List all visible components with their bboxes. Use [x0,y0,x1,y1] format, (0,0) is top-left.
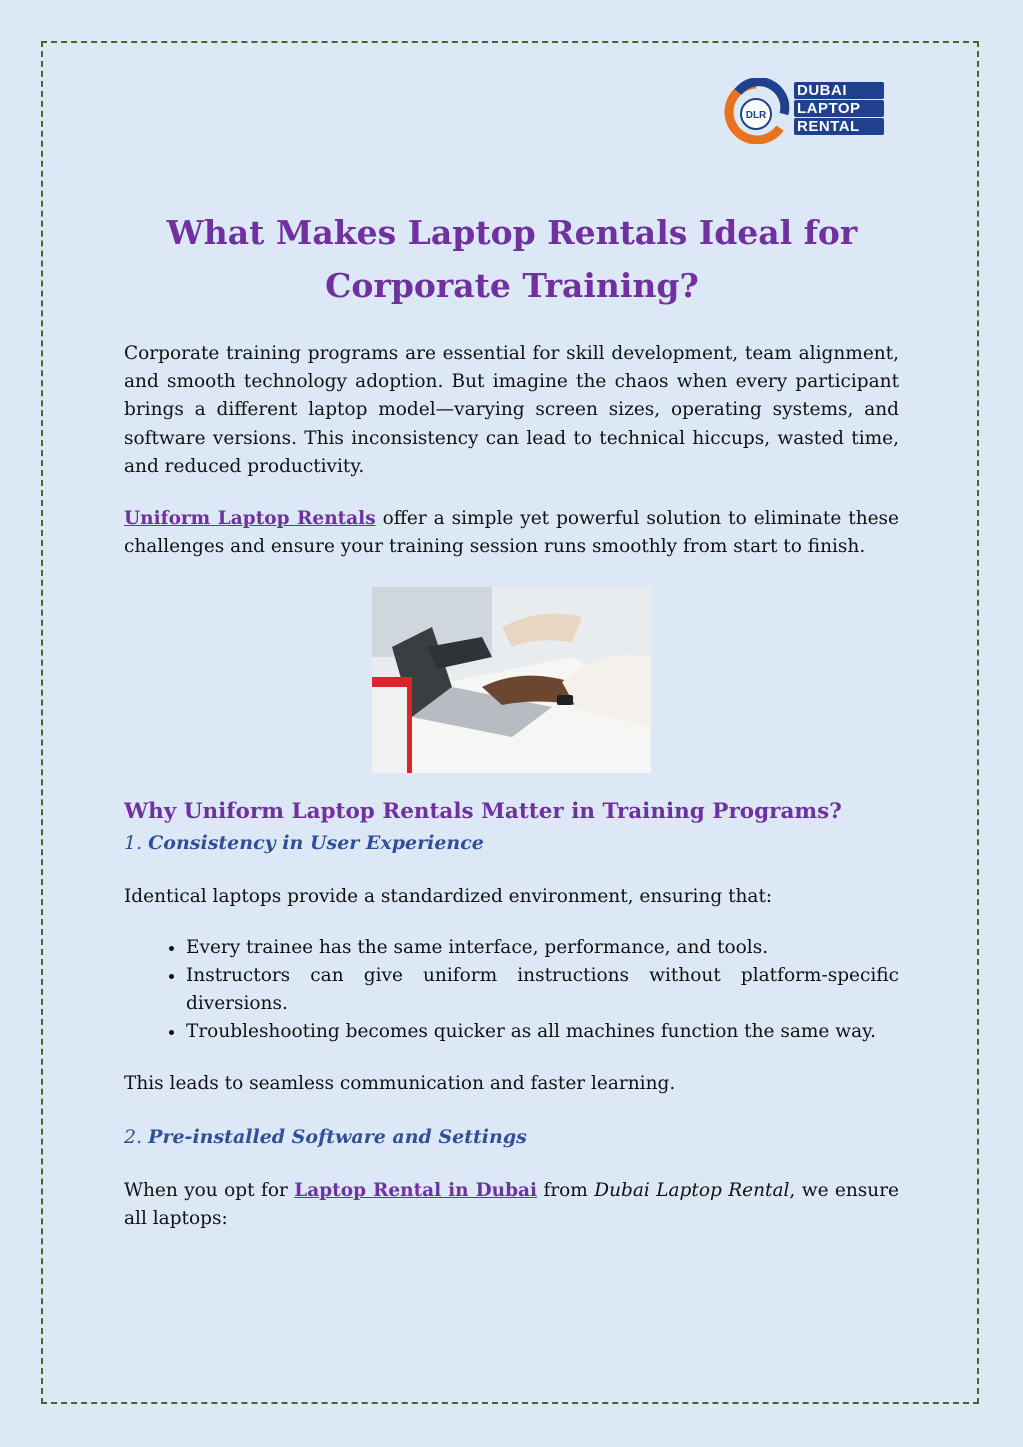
dubai-rental-text-middle: from [537,1179,595,1201]
list-item: • Every trainee has the same interface, performance, and tools. [186,934,899,962]
dubai-rental-text-before: When you opt for [124,1179,295,1201]
logo-initials: DLR [745,110,767,121]
logo-line-2: LAPTOP [794,100,884,117]
consistency-outro: This leads to seamless communication and faster learning. [124,1073,676,1095]
brand-name: Dubai Laptop Rental [594,1179,790,1201]
logo-mark-icon [718,78,794,144]
consistency-intro: Identical laptops provide a standardized environment, ensuring that: [124,886,773,908]
subheading-2 [124,1123,899,1151]
logo-wordmark [794,82,884,136]
subheading-2-title: Pre-installed Software and Settings [148,1125,527,1148]
logo-line-3: RENTAL [794,118,884,135]
training-photo [372,587,651,773]
subheading-1 [124,829,899,857]
logo-line-1: DUBAI [794,82,884,99]
list-item: • Instructors can give uniform instructions without platform-specific diversions. [186,962,899,1018]
company-logo [718,78,888,144]
subheading-1-number: 1. [124,832,149,855]
benefits-list [124,934,899,1047]
page-title: What Makes Laptop Rentals Ideal for Corporate Training? [166,213,858,305]
uniform-laptop-rentals-link[interactable]: Uniform Laptop Rentals [124,508,376,530]
article-body [124,340,899,1233]
subheading-1-title: Consistency in User Experience [148,832,484,855]
intro-paragraph: Corporate training programs are essential for skill development, team alignment, and smooth technology adoption. But imagine the chaos when every participant brings a different laptop model—varying screen sizes, operating systems, and software versions. This inconsistency can lead to technical hiccups, wasted time, and reduced productivity. [124,343,899,477]
list-item: • Troubleshooting becomes quicker as all machines function the same way. [186,1018,899,1046]
dubai-rental-text-after: , we ensure all laptops: [124,1179,899,1229]
subheading-2-number: 2. [124,1125,149,1148]
uniform-rentals-paragraph [124,505,899,561]
uniform-rentals-text: offer a simple yet powerful solution to eliminate these challenges and ensure your training session runs smoothly from start to finish. [124,508,899,558]
dubai-rental-paragraph [124,1177,899,1233]
laptop-rental-dubai-link[interactable]: Laptop Rental in Dubai [294,1179,538,1201]
laptop-typing-image [372,587,651,773]
section-heading: Why Uniform Laptop Rentals Matter in Training Programs? [124,799,842,825]
